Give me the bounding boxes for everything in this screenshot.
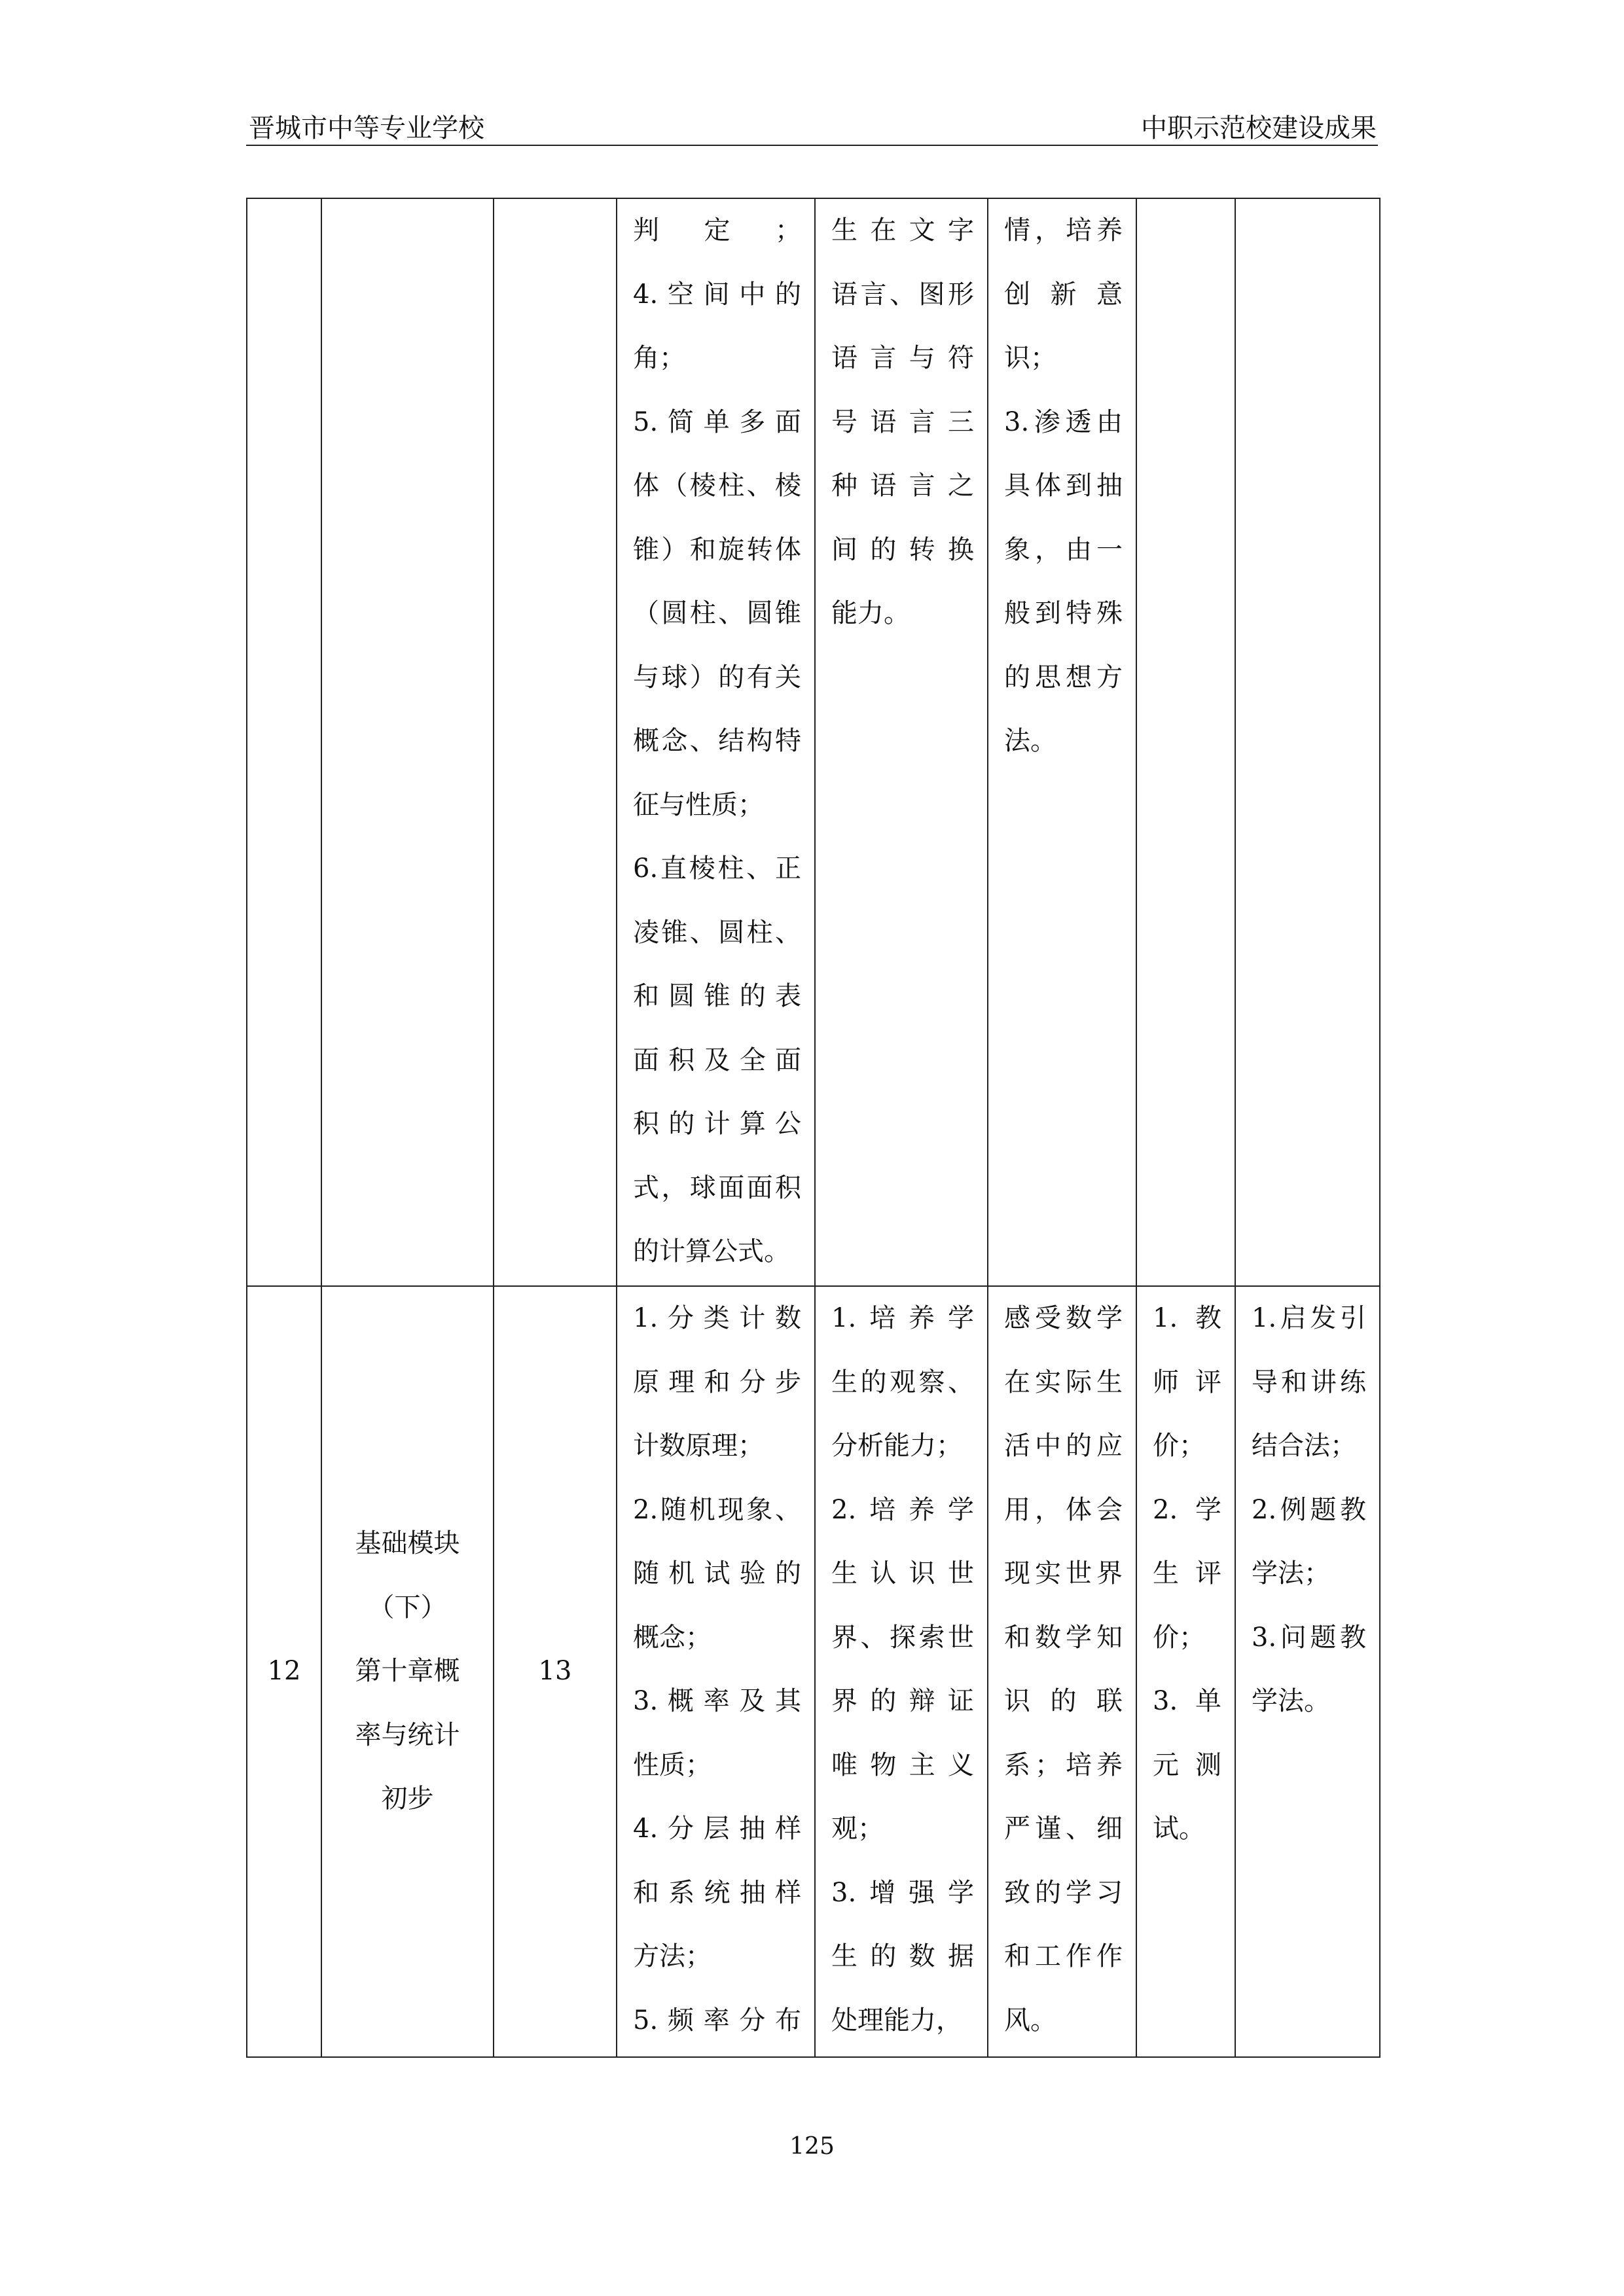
cell-number: 12 — [247, 1286, 321, 2057]
content-line: 计数原理； — [633, 1431, 764, 1461]
quality-line: 现实世界 — [1004, 1558, 1123, 1588]
evaluation-line: 试。 — [1153, 1814, 1205, 1844]
ability-line: 观； — [831, 1814, 884, 1844]
cell-number — [247, 198, 321, 1286]
cell-quality — [988, 1286, 1136, 2057]
content-line: 式，球面面积 — [633, 1172, 801, 1203]
content-line: 3.概率及其 — [633, 1686, 801, 1716]
quality-line: 严谨、细 — [1004, 1814, 1123, 1844]
methods-line: 导和讲练 — [1252, 1367, 1366, 1397]
content-line: 和圆锥的表 — [633, 981, 801, 1011]
ability-line: 2.培养学 — [831, 1494, 974, 1525]
content-line: 征与性质； — [633, 789, 764, 820]
content-line: 面积及全面 — [633, 1045, 801, 1075]
content-line: 6.直棱柱、正 — [633, 853, 801, 884]
cell-content — [617, 198, 815, 1286]
module-line: 初步 — [381, 1784, 434, 1814]
content-line: 性质； — [633, 1749, 712, 1780]
cell-ability — [815, 1286, 988, 2057]
module-line: 第十章概 — [355, 1656, 460, 1687]
course-syllabus-table — [246, 198, 1380, 2058]
ability-line: 1.培养学 — [831, 1303, 974, 1333]
content-line: 概念、结构特 — [633, 726, 801, 756]
quality-line: 系；培养 — [1004, 1749, 1123, 1780]
content-line: 2.随机现象、 — [633, 1494, 801, 1525]
header-document-title: 中职示范校建设成果 — [1141, 113, 1377, 143]
content-line: 判定； — [633, 215, 801, 245]
page-number: 125 — [789, 2133, 835, 2160]
quality-line: 在实际生 — [1004, 1367, 1123, 1397]
content-line: 锥）和旋转体 — [633, 534, 801, 565]
cell-hours — [494, 198, 617, 1286]
content-line: 概念； — [633, 1622, 712, 1653]
evaluation-line: 生评 — [1153, 1558, 1221, 1588]
content-line: （圆柱、圆锥 — [633, 598, 801, 628]
content-line: 体（棱柱、棱 — [633, 471, 801, 501]
methods-line: 1.启发引 — [1252, 1303, 1366, 1333]
cell-methods — [1235, 1286, 1380, 2057]
ability-line: 语言、图形 — [831, 279, 974, 310]
ability-line: 3.增强学 — [831, 1877, 974, 1908]
methods-line: 2.例题教 — [1252, 1494, 1366, 1525]
quality-line: 致的学习 — [1004, 1877, 1123, 1908]
content-line: 凌锥、圆柱、 — [633, 917, 801, 948]
content-line: 随机试验的 — [633, 1558, 801, 1588]
methods-line: 学法。 — [1252, 1686, 1330, 1716]
quality-line: 识； — [1004, 343, 1056, 373]
content-line: 和系统抽样 — [633, 1877, 801, 1908]
content-line: 原理和分步 — [633, 1367, 801, 1397]
ability-line: 号语言三 — [831, 406, 974, 437]
content-line: 4.空间中的 — [633, 279, 801, 310]
evaluation-line: 价； — [1153, 1622, 1205, 1653]
content-line: 1.分类计数 — [633, 1303, 801, 1333]
quality-line: 用，体会 — [1004, 1494, 1123, 1525]
quality-line: 感受数学 — [1004, 1303, 1123, 1333]
quality-line: 的思想方 — [1004, 662, 1123, 692]
content-line: 5.频率分布 — [633, 2005, 801, 2036]
quality-line: 法。 — [1004, 726, 1056, 756]
ability-line: 界、探索世 — [831, 1622, 974, 1653]
quality-line: 活中的应 — [1004, 1431, 1123, 1461]
ability-line: 语言与符 — [831, 343, 974, 373]
ability-line: 处理能力， — [831, 2005, 962, 2036]
header-school-name: 晋城市中等专业学校 — [249, 113, 484, 143]
quality-line: 3.渗透由 — [1004, 406, 1123, 437]
evaluation-line: 价； — [1153, 1431, 1205, 1461]
evaluation-line: 元测 — [1153, 1749, 1221, 1780]
quality-line: 般到特殊 — [1004, 598, 1123, 628]
quality-line: 情，培养 — [1004, 215, 1123, 245]
quality-line: 具体到抽 — [1004, 471, 1123, 501]
table-row-continuation — [247, 198, 1380, 1286]
ability-line: 能力。 — [831, 598, 910, 628]
methods-line: 3.问题教 — [1252, 1622, 1366, 1653]
cell-module — [321, 1286, 494, 2057]
ability-line: 生的观察、 — [831, 1367, 974, 1397]
evaluation-line: 1. 教 — [1153, 1303, 1221, 1333]
cell-ability — [815, 198, 988, 1286]
quality-line: 和数学知 — [1004, 1622, 1123, 1653]
cell-content — [617, 1286, 815, 2057]
module-line: 率与统计 — [355, 1719, 460, 1750]
methods-line: 学法； — [1252, 1558, 1330, 1588]
quality-line: 创新意 — [1004, 279, 1123, 310]
cell-methods — [1235, 198, 1380, 1286]
ability-line: 生的数据 — [831, 1941, 974, 1971]
ability-line: 间的转换 — [831, 534, 974, 565]
table-row-12 — [247, 1286, 1380, 2057]
ability-line: 分析能力； — [831, 1431, 962, 1461]
ability-line: 唯物主义 — [831, 1749, 974, 1780]
quality-line: 识的联 — [1004, 1686, 1123, 1716]
header-divider — [246, 145, 1378, 146]
quality-line: 象，由一 — [1004, 534, 1123, 565]
ability-line: 生在文字 — [831, 215, 974, 245]
content-line: 与球）的有关 — [633, 662, 801, 692]
quality-line: 风。 — [1004, 2005, 1056, 2036]
ability-line: 生认识世 — [831, 1558, 974, 1588]
evaluation-line: 3. 单 — [1153, 1686, 1221, 1716]
cell-quality — [988, 198, 1136, 1286]
content-line: 4.分层抽样 — [633, 1814, 801, 1844]
cell-evaluation — [1136, 1286, 1235, 2057]
evaluation-line: 2. 学 — [1153, 1494, 1221, 1525]
module-line: （下） — [368, 1592, 447, 1623]
evaluation-line: 师评 — [1153, 1367, 1221, 1397]
content-line: 5.简单多面 — [633, 406, 801, 437]
content-line: 方法； — [633, 1941, 712, 1971]
content-line: 角； — [633, 343, 685, 373]
ability-line: 界的辩证 — [831, 1686, 974, 1716]
cell-module — [321, 198, 494, 1286]
methods-line: 结合法； — [1252, 1431, 1356, 1461]
cell-hours: 13 — [494, 1286, 617, 2057]
content-line: 积的计算公 — [633, 1109, 801, 1139]
module-line: 基础模块 — [355, 1528, 460, 1559]
cell-evaluation — [1136, 198, 1235, 1286]
ability-line: 种语言之 — [831, 471, 974, 501]
quality-line: 和工作作 — [1004, 1941, 1123, 1971]
content-line: 的计算公式。 — [633, 1236, 790, 1266]
